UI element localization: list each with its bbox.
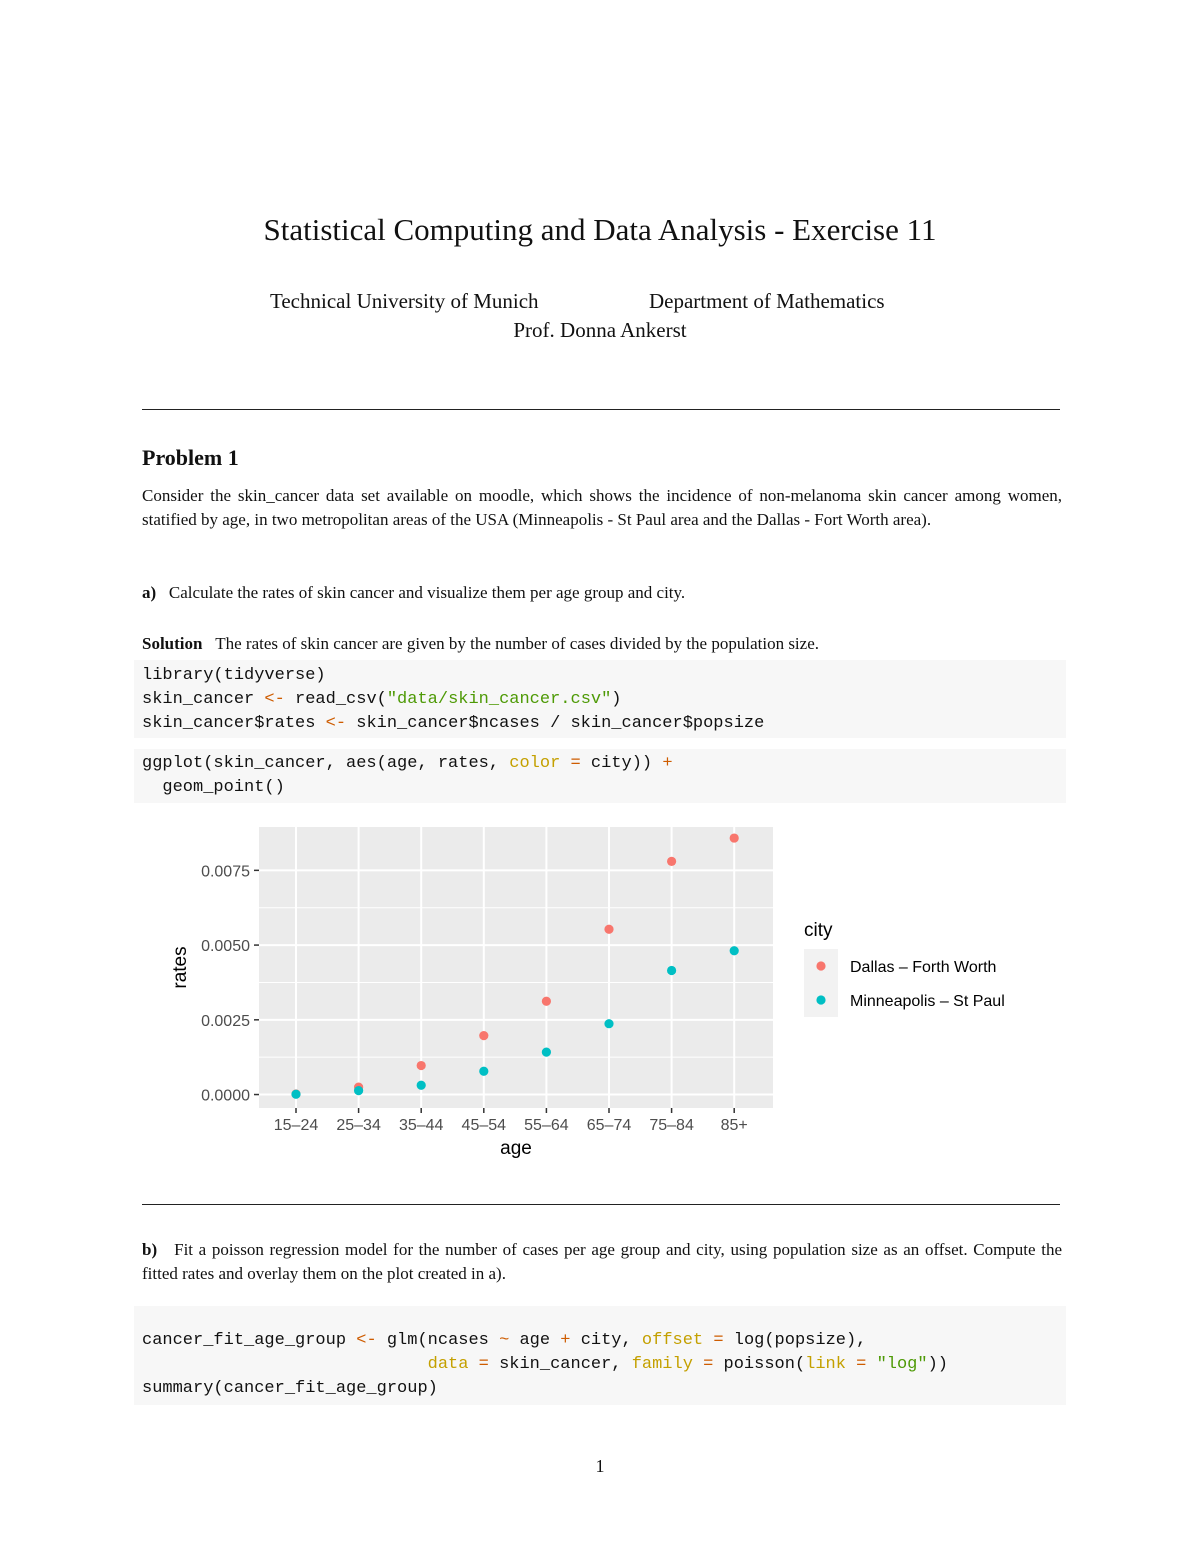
- y-tick-label: 0.0075: [201, 863, 250, 881]
- professor-name: Prof. Donna Ankerst: [513, 318, 687, 342]
- x-tick-label: 15–24: [273, 1117, 319, 1134]
- divider-middle: [142, 1204, 1060, 1205]
- document-title: Statistical Computing and Data Analysis - Exercise 11: [263, 212, 937, 247]
- page-number: 1: [595, 1456, 605, 1476]
- data-point: [667, 966, 676, 975]
- data-point: [730, 946, 739, 955]
- code-line-1-3: skin_cancer$rates <- skin_cancer$ncases / skin_cancer$popsize: [142, 714, 765, 733]
- part-a-label: a): [142, 583, 157, 602]
- data-point: [542, 1047, 551, 1056]
- x-axis-title: age: [500, 1138, 532, 1159]
- legend-label: Dallas – Forth Worth: [850, 959, 997, 976]
- problem-intro-text: Consider the skin_cancer data set available on moodle, which shows the incidence of non-melanoma skin cancer among women, statified by age, in two metropolitan areas of the USA (Minneapolis - St Paul area and the Dallas - Fort Worth area).: [142, 486, 1062, 530]
- solution-text: The rates of skin cancer are given by the number of cases divided by the population size.: [215, 634, 819, 653]
- data-point: [667, 857, 676, 866]
- data-point: [730, 833, 739, 842]
- code-line-2-2: geom_point(): [142, 778, 285, 797]
- legend-title: city: [804, 920, 833, 941]
- data-point: [291, 1090, 300, 1099]
- y-axis-title: rates: [170, 946, 191, 989]
- code-line-3-2: data = skin_cancer, family = poisson(link = "log")): [427, 1355, 948, 1374]
- x-tick-label: 35–44: [398, 1117, 444, 1134]
- data-point: [354, 1086, 363, 1095]
- problem-heading: Problem 1: [142, 445, 239, 470]
- part-b-text: Fit a poisson regression model for the number of cases per age group and city, using population size as an offset. Compute the fitted rates and overlay them on the plot created in a).: [142, 1240, 1063, 1284]
- solution-label: Solution: [142, 634, 203, 653]
- code-line-2-1: ggplot(skin_cancer, aes(age, rates, color = city)) +: [142, 754, 673, 773]
- x-tick-label: 65–74: [586, 1117, 632, 1134]
- part-b: [142, 1238, 1062, 1287]
- x-tick-label: 25–34: [336, 1117, 381, 1134]
- legend-key-point: [816, 995, 825, 1004]
- y-tick-label: 0.0025: [201, 1012, 250, 1030]
- code-line-3-3: summary(cancer_fit_age_group): [142, 1379, 438, 1398]
- plot-panel: [259, 827, 773, 1108]
- affiliation-department: Department of Mathematics: [649, 289, 885, 313]
- data-point: [479, 1031, 488, 1040]
- legend-label: Minneapolis – St Paul: [850, 993, 1005, 1010]
- legend-key-point: [816, 961, 825, 970]
- data-point: [604, 1019, 613, 1028]
- code-line-1-1: library(tidyverse): [142, 666, 326, 685]
- y-tick-label: 0.0050: [201, 938, 250, 956]
- affiliation-university: Technical University of Munich: [270, 289, 539, 313]
- code-line-3-1: cancer_fit_age_group <- glm(ncases ~ age + city, offset = log(popsize),: [142, 1331, 867, 1350]
- x-tick-label: 85+: [720, 1117, 748, 1134]
- x-tick-label: 45–54: [461, 1117, 507, 1134]
- part-b-label: b): [142, 1240, 158, 1259]
- x-tick-label: 75–84: [649, 1117, 694, 1134]
- x-tick-label: 55–64: [524, 1117, 569, 1134]
- part-a-text: Calculate the rates of skin cancer and visualize them per age group and city.: [168, 583, 686, 602]
- data-point: [417, 1081, 426, 1090]
- code-line-1-2: skin_cancer <- read_csv("data/skin_cancer.csv"): [142, 690, 622, 709]
- data-point: [417, 1061, 426, 1070]
- y-tick-label: 0.0000: [201, 1087, 250, 1105]
- data-point: [604, 925, 613, 934]
- code-block-3: [134, 1306, 1066, 1405]
- data-point: [542, 997, 551, 1006]
- data-point: [479, 1067, 488, 1076]
